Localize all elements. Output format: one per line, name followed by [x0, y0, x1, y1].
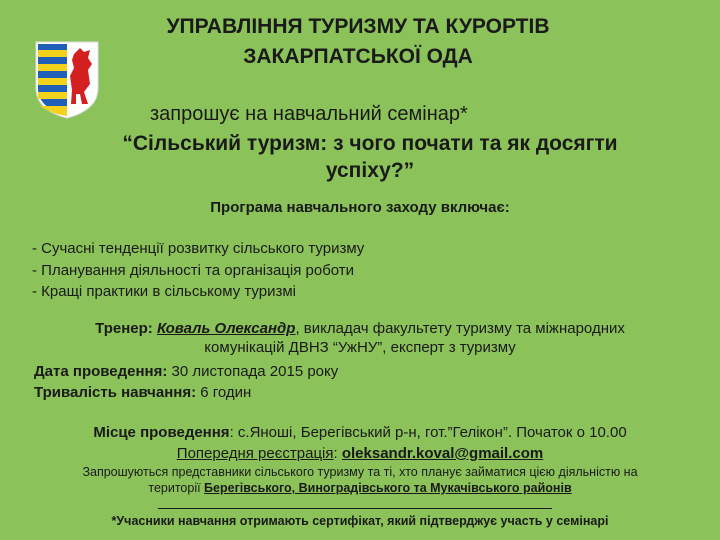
trainer-label: Тренер:	[95, 320, 153, 337]
topic-line-2: успіху?”	[325, 159, 415, 182]
header-line-1: УПРАВЛІННЯ ТУРИЗМУ ТА КУРОРТІВ	[166, 15, 550, 38]
audience-regions: Берегівського, Виноградівського та Мукачівського районів	[204, 481, 572, 495]
registration-row	[0, 445, 720, 462]
duration-row	[34, 384, 251, 401]
header-line-2: ЗАКАРПАТСЬКОЇ ОДА	[243, 45, 473, 68]
topic-line-1: “Сільський туризм: з чого почати та як досягти	[122, 132, 618, 155]
trainer-name: Коваль Олександр	[156, 320, 296, 337]
trainer-desc-2: комунікацій ДВНЗ “УжНУ”, експерт з туризму	[204, 339, 516, 356]
date-row	[34, 363, 338, 380]
duration-value: 6 годин	[196, 384, 252, 401]
divider	[158, 508, 552, 509]
program-item: - Кращі практики в сільському туризмі	[32, 283, 297, 300]
trainer-block	[20, 319, 700, 357]
place-label: Місце проведення	[93, 424, 230, 441]
program-item: - Планування діяльності та організація роботи	[32, 262, 355, 279]
program-heading: Програма навчального заходу включає:	[210, 199, 510, 216]
program-item: - Сучасні тенденції розвитку сільського туризму	[32, 240, 365, 257]
seminar-topic	[30, 130, 710, 184]
duration-label: Тривалість навчання:	[34, 384, 197, 401]
registration-sep: :	[333, 445, 342, 462]
audience-text	[0, 464, 720, 496]
trainer-desc-1: , викладач факультету туризму та міжнародних	[295, 320, 625, 337]
registration-email-link[interactable]: oleksandr.koval@gmail.com	[341, 445, 544, 462]
audience-prefix: території	[148, 481, 205, 495]
place-value: : с.Яноші, Берегівський р-н, гот.”Гелікон”. Початок о 10.00	[229, 424, 627, 441]
invite-text: запрошує на навчальний семінар*	[150, 103, 468, 125]
date-value: 30 листопада 2015 року	[167, 363, 339, 380]
footnote: *Учасники навчання отримають сертифікат, який підтверджує участь у семінарі	[111, 514, 609, 528]
registration-label: Попередня реєстрація	[176, 445, 334, 462]
place-row	[0, 424, 720, 441]
coat-of-arms-icon	[34, 40, 100, 120]
date-label: Дата проведення:	[34, 363, 168, 380]
audience-line-1: Запрошуються представники сільського туризму та ті, хто планує займатися цією діяльністю на	[82, 465, 638, 479]
